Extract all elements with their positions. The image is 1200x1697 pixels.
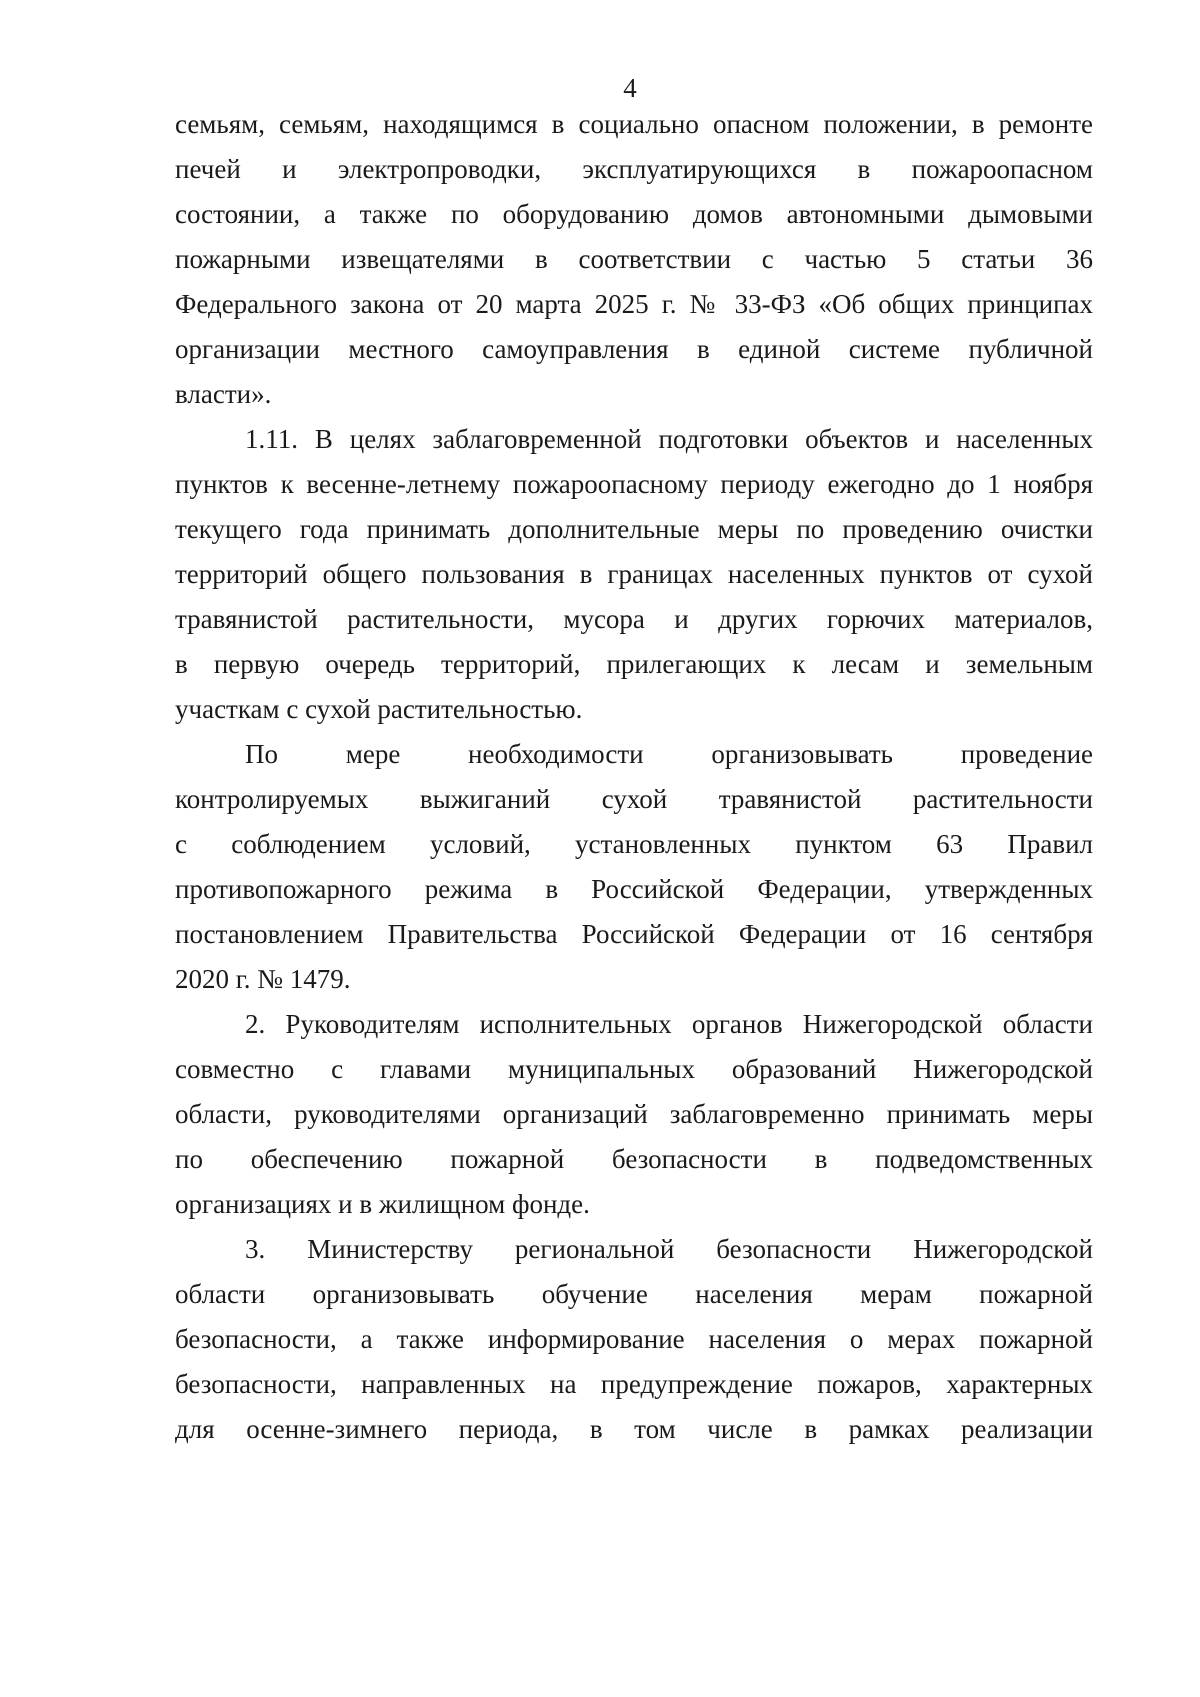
text-line: участкам с сухой растительностью. — [175, 694, 583, 724]
text-line: 2020 г. № 1479. — [175, 964, 351, 994]
text-line: безопасности, направленных на предупреждение пожаров, характерных — [175, 1369, 1093, 1399]
text-line: печей и электропроводки, эксплуатирующихся в пожароопасном — [175, 154, 1093, 184]
text-line: безопасности, а также информирование населения о мерах пожарной — [175, 1324, 1093, 1354]
text-line: пожарными извещателями в соответствии с частью 5 статьи 36 — [175, 244, 1093, 274]
text-line: для осенне-зимнего периода, в том числе в рамках реализации — [175, 1414, 1093, 1444]
text-line: травянистой растительности, мусора и других горючих материалов, — [175, 604, 1093, 634]
text-line: семьям, семьям, находящимся в социально опасном положении, в ремонте — [175, 109, 1093, 139]
text-line: в первую очередь территорий, прилегающих к лесам и земельным — [175, 649, 1093, 679]
text-line: области организовывать обучение населения мерам пожарной — [175, 1279, 1093, 1309]
text-line: территорий общего пользования в границах населенных пунктов от сухой — [175, 559, 1093, 589]
text-line: области, руководителями организаций заблаговременно принимать меры — [175, 1099, 1093, 1129]
text-line: Федерального закона от 20 марта 2025 г. № 33-ФЗ «Об общих принципах — [175, 289, 1093, 319]
text-line: состоянии, а также по оборудованию домов автономными дымовыми — [175, 199, 1093, 229]
text-line: с соблюдением условий, установленных пунктом 63 Правил — [175, 829, 1093, 859]
paragraph-3-first-line: 3. Министерству региональной безопасности Нижегородской — [245, 1234, 1093, 1264]
text-line: по обеспечению пожарной безопасности в подведомственных — [175, 1144, 1093, 1174]
page-number: 4 — [623, 73, 637, 103]
text-line: контролируемых выжиганий сухой травянистой растительности — [175, 784, 1093, 814]
paragraph-2-first-line: 2. Руководителям исполнительных органов Нижегородской области — [245, 1009, 1093, 1039]
text-line: власти». — [175, 379, 272, 409]
text-line: текущего года принимать дополнительные меры по проведению очистки — [175, 514, 1093, 544]
text-line: совместно с главами муниципальных образований Нижегородской — [175, 1054, 1093, 1084]
text-line: организации местного самоуправления в единой системе публичной — [175, 334, 1093, 364]
paragraph-first-line: По мере необходимости организовывать проведение — [245, 739, 1093, 769]
paragraph-1-11-first-line: 1.11. В целях заблаговременной подготовки объектов и населенных — [245, 424, 1093, 454]
text-line: пунктов к весенне-летнему пожароопасному периоду ежегодно до 1 ноября — [175, 469, 1093, 499]
text-line: организациях и в жилищном фонде. — [175, 1189, 590, 1219]
text-line: противопожарного режима в Российской Федерации, утвержденных — [175, 874, 1093, 904]
text-line: постановлением Правительства Российской Федерации от 16 сентября — [175, 919, 1093, 949]
